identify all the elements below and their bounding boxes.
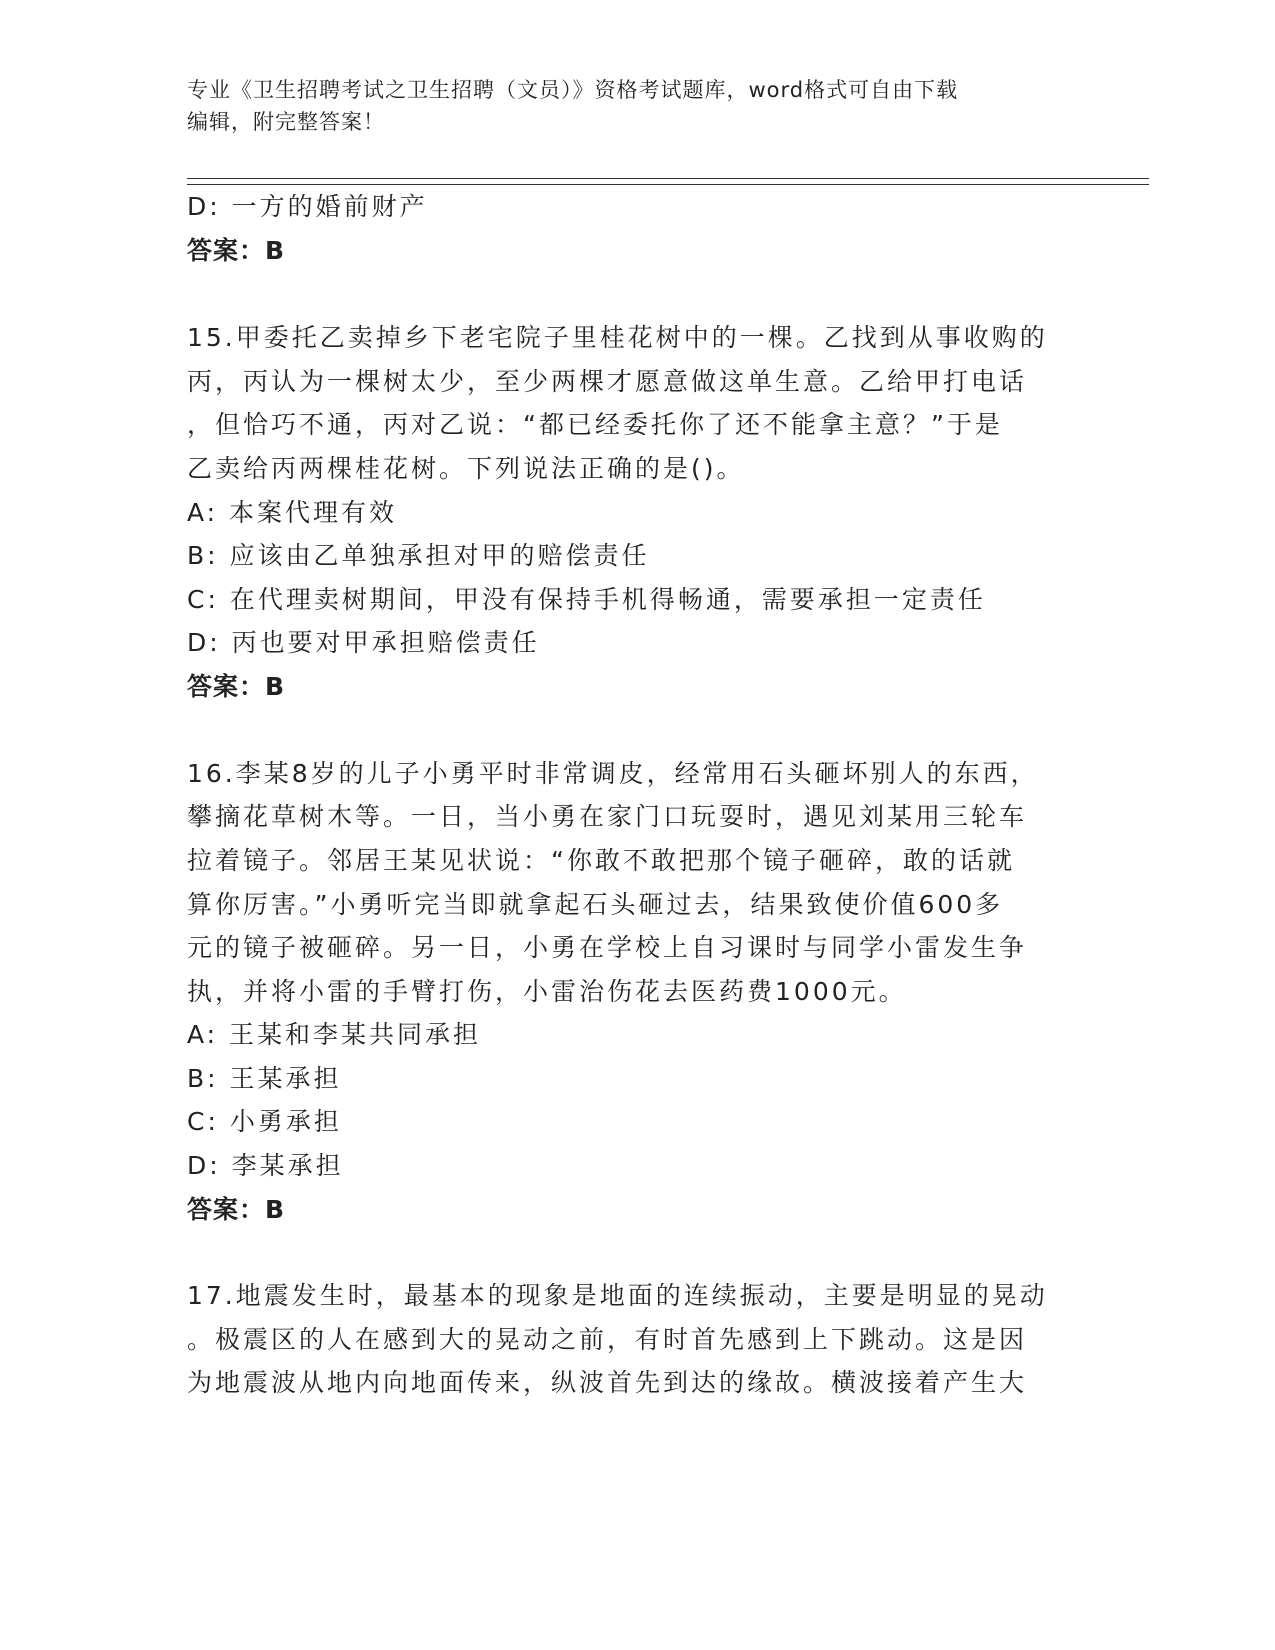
q15-line-3: ，但恰巧不通，丙对乙说：“都已经委托你了还不能拿主意？”于是 bbox=[187, 410, 1003, 439]
q16-option-d: D: 李某承担 bbox=[187, 1151, 344, 1180]
header-line-2: 编辑，附完整答案！ bbox=[187, 110, 385, 134]
q15-line-1: 15.甲委托乙卖掉乡下老宅院子里桂花树中的一棵。乙找到从事收购的 bbox=[187, 323, 1048, 352]
q15-option-b: B: 应该由乙单独承担对甲的赔偿责任 bbox=[187, 541, 650, 570]
q16-option-b: B: 王某承担 bbox=[187, 1064, 342, 1093]
q15-option-c: C: 在代理卖树期间，甲没有保持手机得畅通，需要承担一定责任 bbox=[187, 585, 986, 614]
document-header bbox=[187, 74, 1087, 138]
q17-line-2: 。极震区的人在感到大的晃动之前，有时首先感到上下跳动。这是因 bbox=[187, 1325, 1028, 1354]
q15-line-4: 乙卖给丙两棵桂花树。下列说法正确的是()。 bbox=[187, 454, 745, 483]
prev-option-d: D: 一方的婚前财产 bbox=[187, 192, 428, 221]
q16-option-a: A: 王某和李某共同承担 bbox=[187, 1020, 482, 1049]
q16-line-1: 16.李某8岁的儿子小勇平时非常调皮，经常用石头砸坏别人的东西， bbox=[187, 759, 1039, 788]
q17-line-1: 17.地震发生时，最基本的现象是地面的连续振动，主要是明显的晃动 bbox=[187, 1281, 1048, 1310]
header-line-1: 专业《卫生招聘考试之卫生招聘（文员）》资格考试题库，word格式可自由下载 bbox=[187, 78, 959, 102]
q16-answer: 答案：B bbox=[187, 1195, 286, 1224]
q15-option-a: A: 本案代理有效 bbox=[187, 498, 398, 527]
q16-option-c: C: 小勇承担 bbox=[187, 1107, 342, 1136]
prev-answer: 答案：B bbox=[187, 236, 286, 265]
q16-line-2: 攀摘花草树木等。一日，当小勇在家门口玩耍时，遇见刘某用三轮车 bbox=[187, 802, 1028, 831]
header-rule-bottom bbox=[187, 184, 1149, 185]
header-rule-top bbox=[187, 178, 1149, 179]
q16-line-6: 执，并将小雷的手臂打伤，小雷治伤花去医药费1000元。 bbox=[187, 977, 907, 1006]
q15-answer: 答案：B bbox=[187, 672, 286, 701]
q15-option-d: D: 丙也要对甲承担赔偿责任 bbox=[187, 628, 540, 657]
q16-line-4: 算你厉害。”小勇听完当即就拿起石头砸过去，结果致使价值600多 bbox=[187, 890, 1004, 919]
q16-line-3: 拉着镜子。邻居王某见状说：“你敢不敢把那个镜子砸碎，敢的话就 bbox=[187, 846, 1015, 875]
q16-line-5: 元的镜子被砸碎。另一日，小勇在学校上自习课时与同学小雷发生争 bbox=[187, 933, 1028, 962]
q17-line-3: 为地震波从地内向地面传来，纵波首先到达的缘故。横波接着产生大 bbox=[187, 1368, 1028, 1397]
q15-line-2: 丙，丙认为一棵树太少，至少两棵才愿意做这单生意。乙给甲打电话 bbox=[187, 367, 1028, 396]
